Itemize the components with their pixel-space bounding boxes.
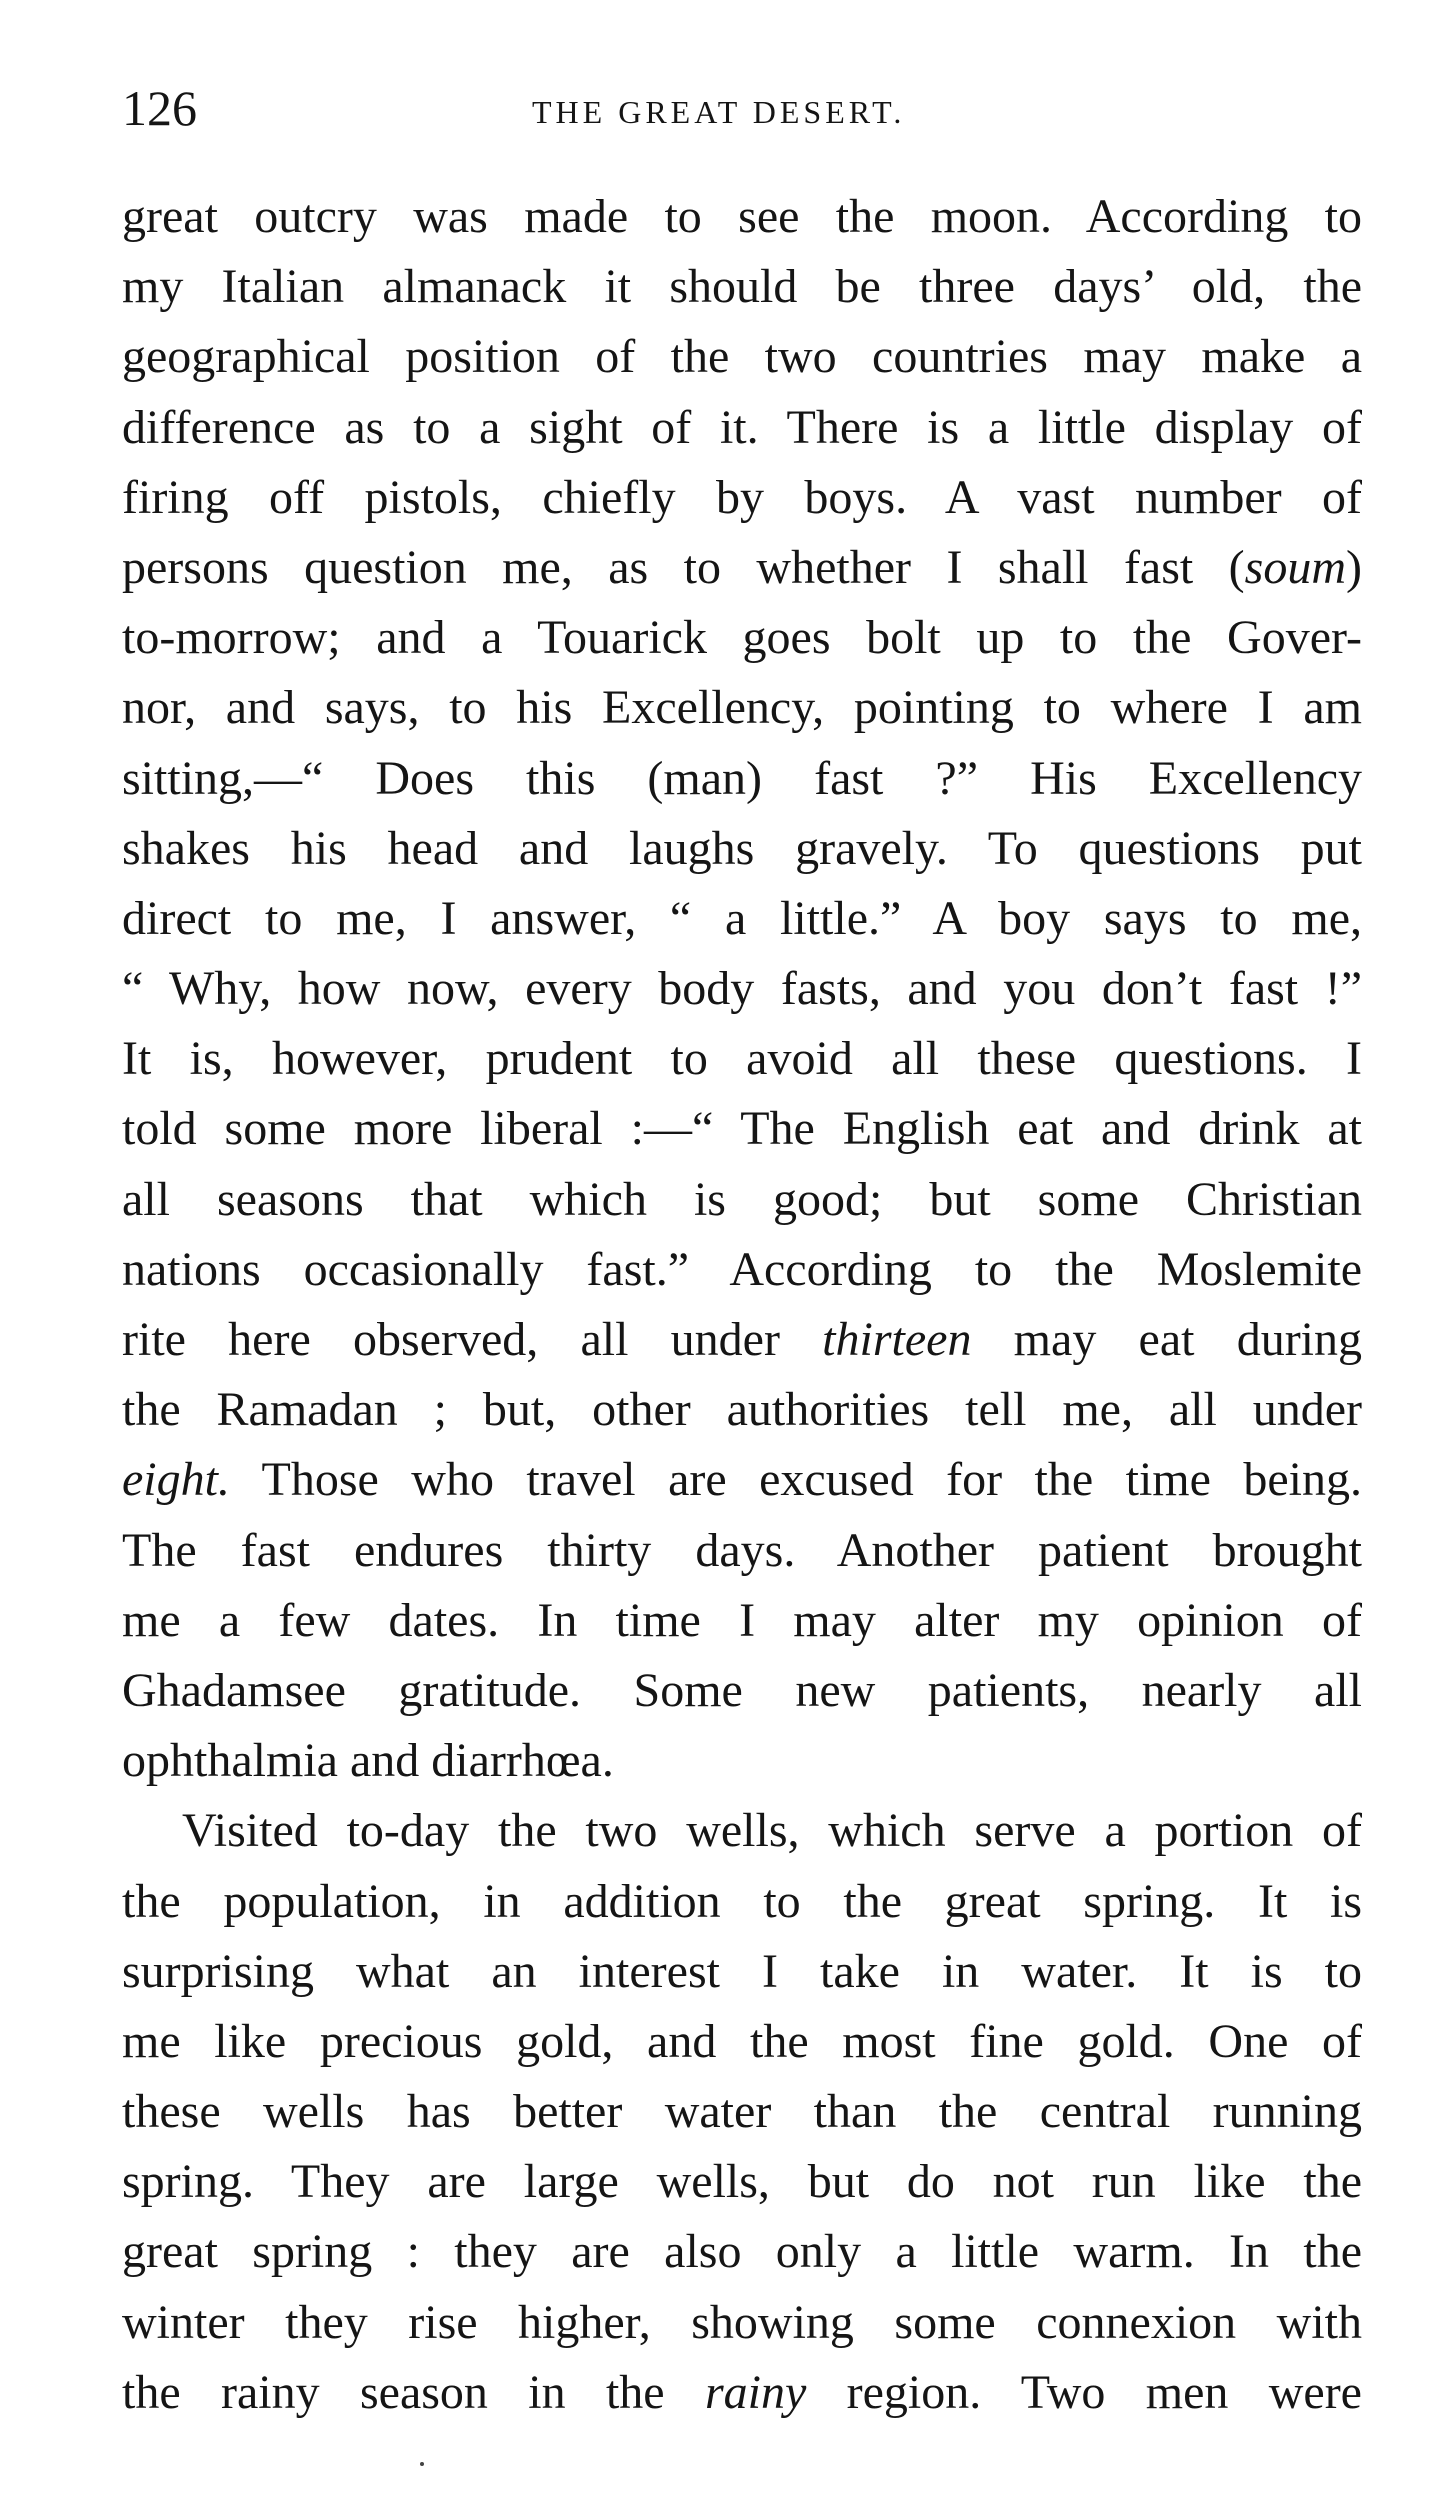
italic-word: eight. [122, 1453, 230, 1507]
page-number: 126 [122, 80, 197, 136]
text-line: spring. They are large wells, but do not run like the [122, 2155, 1362, 2209]
text-run: persons question me, as to whether I shall fast ( [122, 540, 1245, 594]
text-run: may eat during [971, 1313, 1362, 1366]
text-line: It is, however, prudent to avoid all these questions. I [122, 1032, 1362, 1086]
print-speck [420, 2462, 424, 2466]
text-run: region. Two men were [806, 2365, 1362, 2419]
text-line: my Italian almanack it should be three days’ old, the [122, 260, 1362, 314]
text-line [122, 1305, 1362, 1375]
text-run: Those who travel are excused for the time being. [229, 1453, 1362, 1507]
paragraph-first-line: Visited to-day the two wells, which serve a portion of [182, 1804, 1362, 1858]
text-line: me a few dates. In time I may alter my opinion of [122, 1593, 1362, 1647]
text-line [122, 1445, 1362, 1515]
text-line: winter they rise higher, showing some connexion with [122, 2295, 1362, 2349]
text-line: nations occasionally fast.” According to the Moslemite [122, 1242, 1362, 1296]
text-line: difference as to a sight of it. There is a little display of [122, 400, 1362, 454]
text-line: surprising what an interest I take in water. It is to [122, 1944, 1362, 1998]
text-line: the Ramadan ; but, other authorities tell me, all under [122, 1383, 1362, 1437]
italic-word: soum [1244, 540, 1347, 594]
text-line: shakes his head and laughs gravely. To questions put [122, 821, 1362, 875]
text-line: these wells has better water than the central running [122, 2085, 1362, 2139]
text-run: ) [1346, 540, 1362, 594]
text-line: told some more liberal :—“ The English eat and drink at [122, 1102, 1362, 1156]
text-run: the rainy season in the [122, 2365, 705, 2419]
text-run: rite here observed, all under [122, 1313, 823, 1366]
text-line: all seasons that which is good; but some Christian [122, 1172, 1362, 1226]
text-line: The fast endures thirty days. Another patient brought [122, 1523, 1362, 1577]
page-header [122, 78, 1362, 148]
paragraph-end-line: ophthalmia and diarrhœa. [122, 1734, 614, 1788]
text-line: firing off pistols, chiefly by boys. A vast number of [122, 470, 1362, 524]
italic-word: rainy [704, 2365, 807, 2419]
text-line: great outcry was made to see the moon. According to [122, 190, 1362, 243]
text-line: to-morrow; and a Touarick goes bolt up to the Gover- [122, 611, 1362, 665]
text-line: great spring : they are also only a little warm. In the [122, 2225, 1362, 2279]
text-line: sitting,—“ Does this (man) fast ?” His Excellency [122, 751, 1362, 805]
text-line: Ghadamsee gratitude. Some new patients, nearly all [122, 1663, 1362, 1717]
italic-word: thirteen [822, 1313, 972, 1366]
text-line: nor, and says, to his Excellency, pointing to where I am [122, 681, 1362, 735]
text-line: the population, in addition to the great spring. It is [122, 1874, 1362, 1928]
text-line [122, 2358, 1362, 2428]
text-line: me like precious gold, and the most fine gold. One of [122, 2014, 1362, 2068]
running-head: THE GREAT DESERT. [532, 94, 906, 130]
body-text [122, 182, 1362, 2428]
text-line: direct to me, I answer, “ a little.” A boy says to me, [122, 891, 1362, 945]
text-line: geographical position of the two countries may make a [122, 330, 1362, 384]
text-line: “ Why, how now, every body fasts, and you don’t fast !” [122, 962, 1362, 1016]
text-line [122, 533, 1362, 603]
